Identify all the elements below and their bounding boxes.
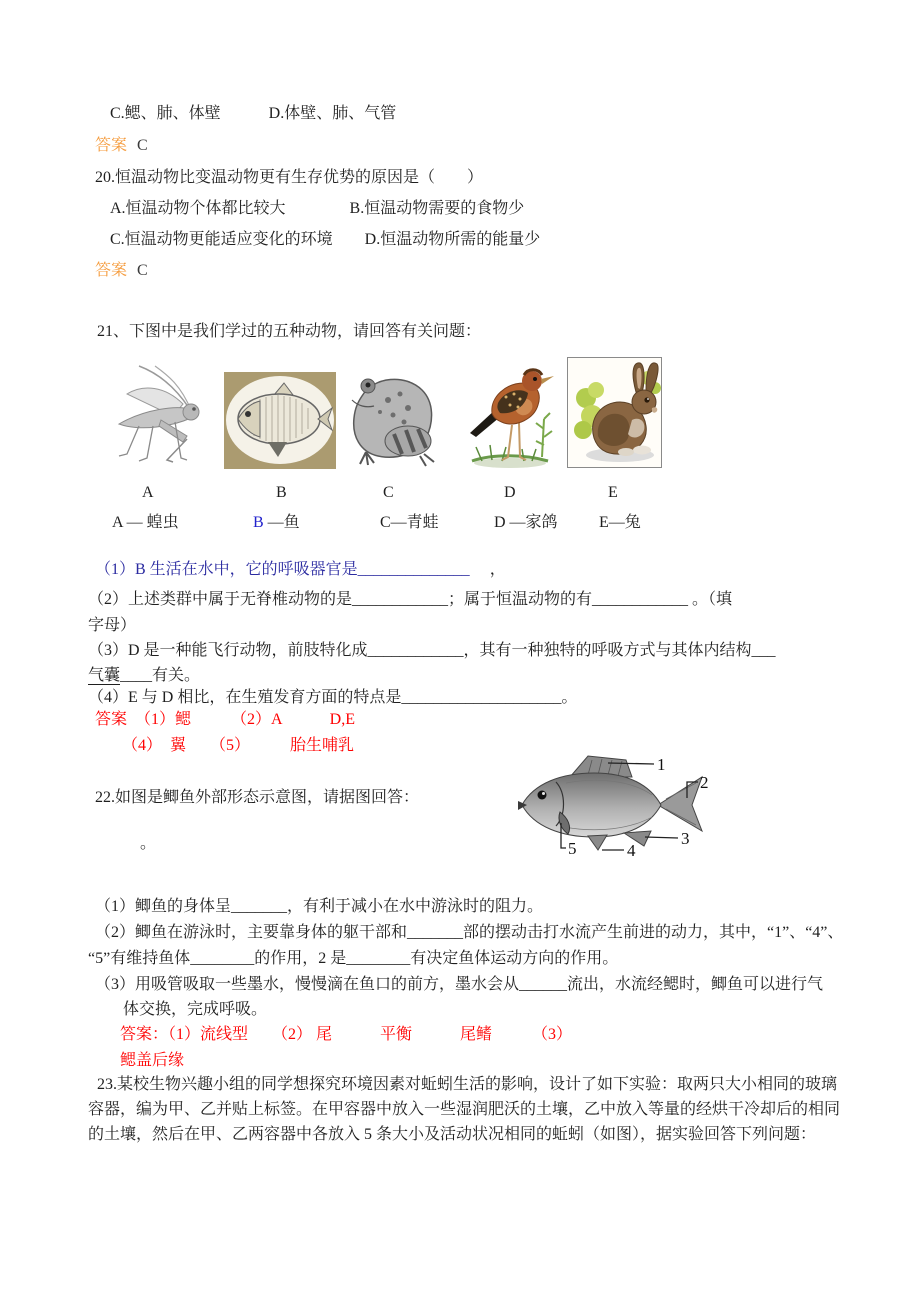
q19-answer-line	[95, 136, 148, 156]
animal-name-b-letter: B	[253, 514, 264, 531]
animal-letter-c: C	[383, 484, 394, 501]
q19-answer-label: 答案	[95, 137, 128, 154]
q19-answer-value: C	[137, 137, 148, 154]
q21-sub1	[95, 560, 506, 580]
fin-label-3: 3	[681, 829, 690, 848]
grasshopper-image	[103, 362, 211, 468]
animal-name-d: D —家鸽	[494, 514, 558, 531]
fish-image	[224, 372, 336, 469]
animal-letter-e: E	[608, 484, 618, 501]
q21-answer-line2: （4） 翼 （5） 胎生哺乳	[122, 737, 355, 754]
q19-options-cd: C.鳃、肺、体壁 D.体壁、肺、气管	[110, 105, 397, 122]
q20-options-cd: C.恒温动物更能适应变化的环境 D.恒温动物所需的能量少	[110, 231, 541, 248]
q20-answer-label: 答案	[95, 262, 128, 279]
q21-sub3-rest: 有关。	[152, 667, 201, 684]
q20-answer-line	[95, 261, 148, 281]
q21-sub3: （3）D 是一种能飞行动物，前肢特化成____________，其有一种独特的呼吸方式与其体内结构___	[88, 642, 776, 659]
animal-name-a: A — 蝗虫	[112, 514, 179, 531]
q22-sub2-cont: “5”有维持鱼体________的作用，2 是________有决定鱼体运动方向的作用。	[88, 950, 619, 967]
rabbit-image	[567, 357, 662, 468]
animal-letter-a: A	[142, 484, 154, 501]
q21-sub1-tail: ，	[469, 561, 506, 578]
q23-line1: 23.某校生物兴趣小组的同学想探究环境因素对蚯蚓生活的影响，设计了如下实验：取两只大小相同的玻璃	[97, 1076, 838, 1093]
q22-sub3: （3）用吸管吸取一些墨水，慢慢滴在鱼口的前方，墨水会从______流出，水流经鳃时，鲫鱼可以进行气	[95, 976, 824, 993]
bird-image	[462, 357, 560, 472]
q21-sub2-cont: 字母）	[88, 617, 137, 634]
animal-name-b	[253, 513, 300, 533]
q21-sub1-text: （1）B 生活在水中，它的呼吸器官是______________	[95, 561, 470, 578]
fin-label-5: 5	[568, 839, 577, 858]
q21-sub3-filled-word: 气囊	[88, 667, 121, 684]
q21-sub3-blank: ____	[120, 667, 153, 684]
q22-answer-line2: 鳃盖后缘	[120, 1052, 185, 1069]
q21-answer-line1: 答案 （1）鳃 （2）A D,E	[95, 711, 356, 728]
q21-sub2: （2）上述类群中属于无脊椎动物的是____________；属于恒温动物的有____________ 。（填	[88, 591, 733, 608]
frog-image	[338, 360, 440, 472]
fin-label-4: 4	[627, 841, 636, 860]
animal-name-e: E—兔	[599, 514, 641, 531]
fin-label-1: 1	[657, 755, 666, 774]
animal-name-c: C—青蛙	[380, 514, 439, 531]
animal-letter-d: D	[504, 484, 516, 501]
q22-stem: 22.如图是鲫鱼外部形态示意图，请据图回答：	[95, 789, 420, 806]
q20-stem: 20.恒温动物比变温动物更有生存优势的原因是（ ）	[95, 169, 484, 186]
q21-stem: 21、下图中是我们学过的五种动物，请回答有关问题：	[97, 323, 482, 340]
q22-sub3-cont: 体交换，完成呼吸。	[123, 1001, 268, 1018]
q22-sub2: （2）鲫鱼在游泳时，主要靠身体的躯干部和_______部的摆动击打水流产生前进的动力，其中，“1”、“4”、	[95, 924, 844, 941]
q22-answer-line1: 答案：（1）流线型 （2） 尾 平衡 尾鳍 （3）	[120, 1026, 573, 1043]
q21-sub3-cont	[88, 666, 200, 686]
q23-line3: 的土壤，然后在甲、乙两容器中各放入 5 条大小及活动状况相同的蚯蚓（如图），据实验回答下列问题：	[88, 1126, 817, 1143]
q20-options-ab: A.恒温动物个体都比较大 B.恒温动物需要的食物少	[110, 200, 525, 217]
q20-answer-value: C	[137, 262, 148, 279]
carp-diagram	[504, 749, 716, 862]
q22-stray-period: 。	[140, 835, 157, 852]
fin-label-2: 2	[700, 773, 709, 792]
animal-letter-b: B	[276, 484, 287, 501]
q23-line2: 容器，编为甲、乙并贴上标签。在甲容器中放入一些湿润肥沃的土壤，乙中放入等量的经烘干冷却后的相同	[88, 1101, 841, 1118]
q22-sub1: （1）鲫鱼的身体呈_______，有利于减小在水中游泳时的阻力。	[95, 898, 544, 915]
q21-sub4: （4）E 与 D 相比，在生殖发育方面的特点是____________________。	[88, 689, 578, 706]
animal-name-b-rest: —鱼	[263, 514, 300, 531]
